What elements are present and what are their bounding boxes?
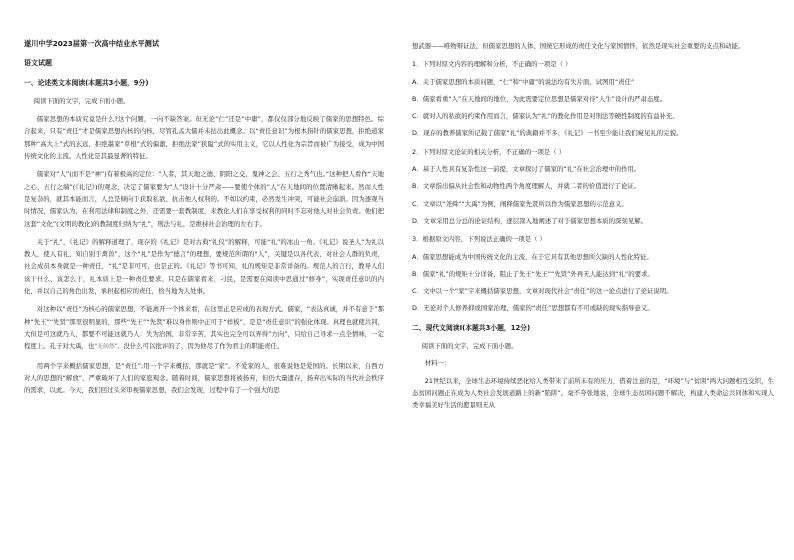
passage-paragraph-4 (24, 303, 384, 353)
passage-paragraph-1: 儒家思想的本质究竟是什么?这个问题，一向不缺答案。但无论“仁”还是“中庸”，都仅仅部分地反映了儒家的思想特色。综合起来，只有“责任”才是儒家思想内核的内核，尽管孔孟大儒并未拈出此概念。以“责任意识”为根本指针的儒家思想，拒绝道家那种“高大上”式的玄远，拒绝墨家“草根”式的偏激，拒绝法家“狭隘”式的实用主义，它以人性化为宗旨而被广为接受，成为中国传统文化的主流。人性化是其最显著的特征。 (24, 115, 384, 161)
paragraph-2-text: 儒家对“人”(而不是“神”)有着极高的定位：“人者，其天地之德、阴阳之交、鬼神之会、五行之秀气也。”这种把人看作“天地之心、五行之端”(《礼记》)的观念，决定了儒家要为“人”设计十分严肃——要使个体的“人”在天地间的位置清晰起来。然而人性是复杂的，就其本能而言，人总是倾向于获取私欲、抗击他人权利的。不如以约束，必然发生冲突，可能社会崩溃。因为逐观当时情况，儒家认为，在利用法律和制度之外，还需要一套教制度，来教化人们在享受权利的同时不忘对他人对社会负责。他们把这套“文化”(文明的教化)的教制度归纳为“礼”， (24, 170, 384, 228)
right-column (412, 40, 774, 412)
section-heading-2: 二、现代文阅读Ⅰ(本题共3小题，12分) (412, 323, 531, 332)
question-2: 2．下列对原文论证的相关分析，不正确的一项是（ ） (412, 147, 566, 156)
paragraph-2-tail: 刑法与礼，是维持社会治理的左右手。 (157, 219, 266, 228)
paragraph-4-quote: “无间然”， (94, 344, 124, 351)
question-1-option-d: D．现存的教养儒家所记载了儒家“礼”的典籍并不多，《礼记》一书至少能让我们窥见礼的完貌。 (412, 129, 683, 138)
passage-paragraph-2 (24, 168, 384, 229)
paragraph-4-text: 对这种以“责任”为核心的儒家思想，不能离开一个体来看，在这里正是应成的表现方式。儒家，“表达真诚，并不有意于”那种“先王”“先贤”那里很明显的，那些“先王”“先贤”难以身作则中正可于“样板”，是 (24, 305, 384, 326)
question-3-option-c: C．文中以一个“家”字来概括儒家思想，文章对现代社会“责任”的这一论点进行了论证说明。 (412, 287, 673, 296)
reading-instruction-2: 阅读下面的文字，完成下面小题。 (421, 342, 518, 351)
question-2-option-b: B．文章指出偏从社会性和动物性两个角度理解人，并就二者的价值进行了论证。 (412, 182, 641, 191)
question-3: 3．根据原文内容，下列说法正确的一项是（ ） (412, 235, 546, 244)
reading-instruction: 阅读下面的文字，完成下面小题。 (33, 96, 130, 105)
paragraph-4-tail: 没什么可以批评的了，因为他尽了作为君主的职能责任。 (123, 342, 284, 351)
question-1: 1．下列对原文内容的理解和分析，不正确的一项是（ ） (412, 60, 572, 69)
passage-continuation: 想武器——唯物辩证法，但儒家思想的人体、国统它形成的责任文化与家国情怀，依然是现实社会重要的支点和动能。 (412, 42, 745, 50)
material-paragraph-1: 21世纪以来，全球生态环境持续恶化给人类带来了前所未有的压力，借着注意的是，“环境”与“贫困”两大问题相互交织，生态贫困问题正在成为人类社会发展道路上的新“陷阱”。毫不夸张地说，全球生态贫困问题不解决，构建人类命运共同体和实现人类幸福美好生活的愿景则无从 (412, 376, 774, 410)
question-2-option-c: C．文章以“尧舜”“大禹”为例，阐释儒家先贤所以作为儒家思想的示范意义。 (412, 199, 628, 208)
passage-paragraph-3: 关于“礼”，《礼记》的解释道理了，现存的《礼记》是对古典“礼仪”的解释，可能“礼”的冰山一角。《礼记》说圣人“为礼以教人，使人有礼，知自别于禽兽”，这个“礼”是作为“德言”的理想，要规范所谓的“人”，关键是以各代表、对社会人群的负责，社会成员本身就是一种责任，“礼”是非可可，也是正的。《礼记》等书可知，礼的规矩是非常详备的。规范人的言行，教导人们该干什么、该怎么干，礼本质上是一种责任要求。只是在儒家看来，刁民，是需要在阅读中思通过“修身”，实现责任意识的内化，并以自己的角色出发，承担起相应的责任，恰当地为人处事。 (24, 237, 384, 296)
exam-title: 遂川中学2023届第一次高中结业水平测试 (24, 39, 160, 48)
question-1-option-c: C．就对人的私欲的约束作用而言，儒家认为“礼”的教化作用是对刑法等硬性制度的有益补充。 (412, 112, 679, 121)
left-column (24, 38, 384, 396)
material-label: 材料一： (424, 359, 451, 368)
question-3-option-b: B．儒家“礼”的规矩十分详备，阻止了先王“先王”“先贤”外再无人能达到“礼”的要求。 (412, 269, 654, 278)
question-2-option-d: D．文章采用总分总的论证结构，逐层深入地阐述了对于儒家思想本质的深刻见解。 (412, 216, 647, 225)
section-heading-1: 一、论述类文本阅读(本题共3小题，9分) (24, 78, 149, 87)
question-1-option-a: A．关于儒家思想的本质问题，“仁”和“中庸”的说法均有失片面，试图用“责任” (412, 77, 635, 86)
question-3-option-a: A．儒家思想能成为中国传统文化的主流，在于它具有其他思想所欠缺的人性化特征。 (412, 252, 653, 261)
question-1-option-b: B．儒家看重“人”在天地间的地位，为此需要定位思想是儒家对待“人生”设计的严肃态度。 (412, 94, 667, 103)
exam-subtitle: 语文试题 (24, 59, 52, 68)
question-3-option-d: D．无论对个人修养抑或国家治理，儒家的“责任”思想都有不可或缺的现实指导意义。 (412, 304, 654, 313)
paragraph-4-text-b: 是“责任意识”的强化体现。真理也就使共同，大但是可这就乃人，都要不可能这就乃人：失为治国，非常辛苦，其实也完全可以弄得“方向”，只给自己寻求一点全情味，一定程度上。孔子对大禹，也 (24, 317, 384, 351)
passage-paragraph-5: 用两个字来概括儒家思想，是“责任”;用一个字来概括，那就是“家”。不爱家的人，很难说他是爱国的。长期以来，自西方对人的思想的“解放”，严重破坏了人们的家庭观念。随着时间，儒家思想将被扬弃，但仍大量遗存，扬弃出实际的当代社会秩序的需求，以此。今天，我们回过头来审视儒家思想，我们会发现，过程中有了一个强大的思 (24, 361, 384, 395)
question-2-option-a: A．基于人性具有复杂性这一前提，文章探讨了儒家的“礼”在社会治理中的作用。 (412, 165, 641, 174)
